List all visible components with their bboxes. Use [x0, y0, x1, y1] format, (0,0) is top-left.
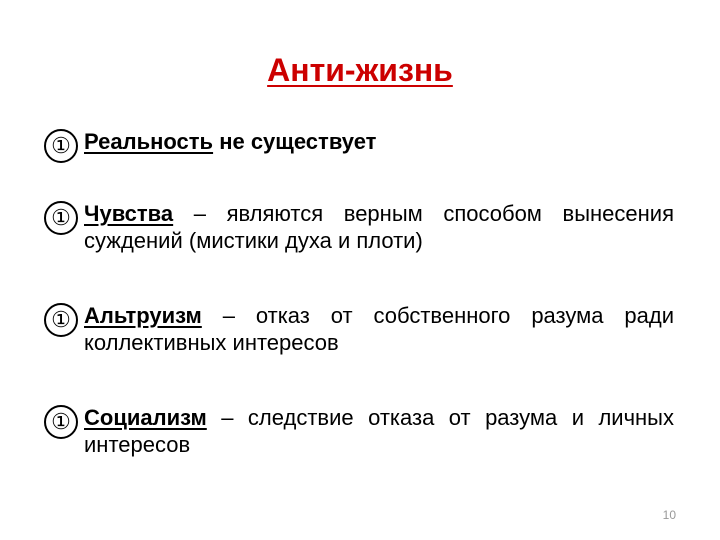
slide-title	[0, 46, 720, 94]
list-item-text	[84, 302, 674, 356]
slide-title-text: Анти-жизнь	[267, 52, 453, 88]
page-number: 10	[662, 508, 676, 522]
list-item-term: Чувства	[84, 201, 174, 226]
circled-number-icon: ①	[44, 405, 78, 439]
circled-number-icon: ①	[44, 201, 78, 235]
list-item-rest: – отказ от собственного разума ради коллективных интересов	[84, 303, 674, 355]
list-item	[44, 128, 674, 158]
list-item-term: Социализм	[84, 405, 207, 430]
list-item	[44, 200, 674, 254]
list-item-term: Альтруизм	[84, 303, 202, 328]
circled-number-icon: ①	[44, 303, 78, 337]
circled-number-icon: ①	[44, 129, 78, 163]
list-item-text	[84, 404, 674, 458]
list-item-rest: – являются верным способом вынесения суждений (мистики духа и плоти)	[84, 201, 674, 253]
list-item-rest: не существует	[213, 129, 377, 154]
list-item	[44, 302, 674, 356]
list-item	[44, 404, 674, 458]
list-item-rest: – следствие отказа от разума и личных интересов	[84, 405, 674, 457]
list-item-term: Реальность	[84, 129, 214, 154]
list-item-text	[84, 200, 674, 254]
list-item-text	[84, 128, 674, 155]
